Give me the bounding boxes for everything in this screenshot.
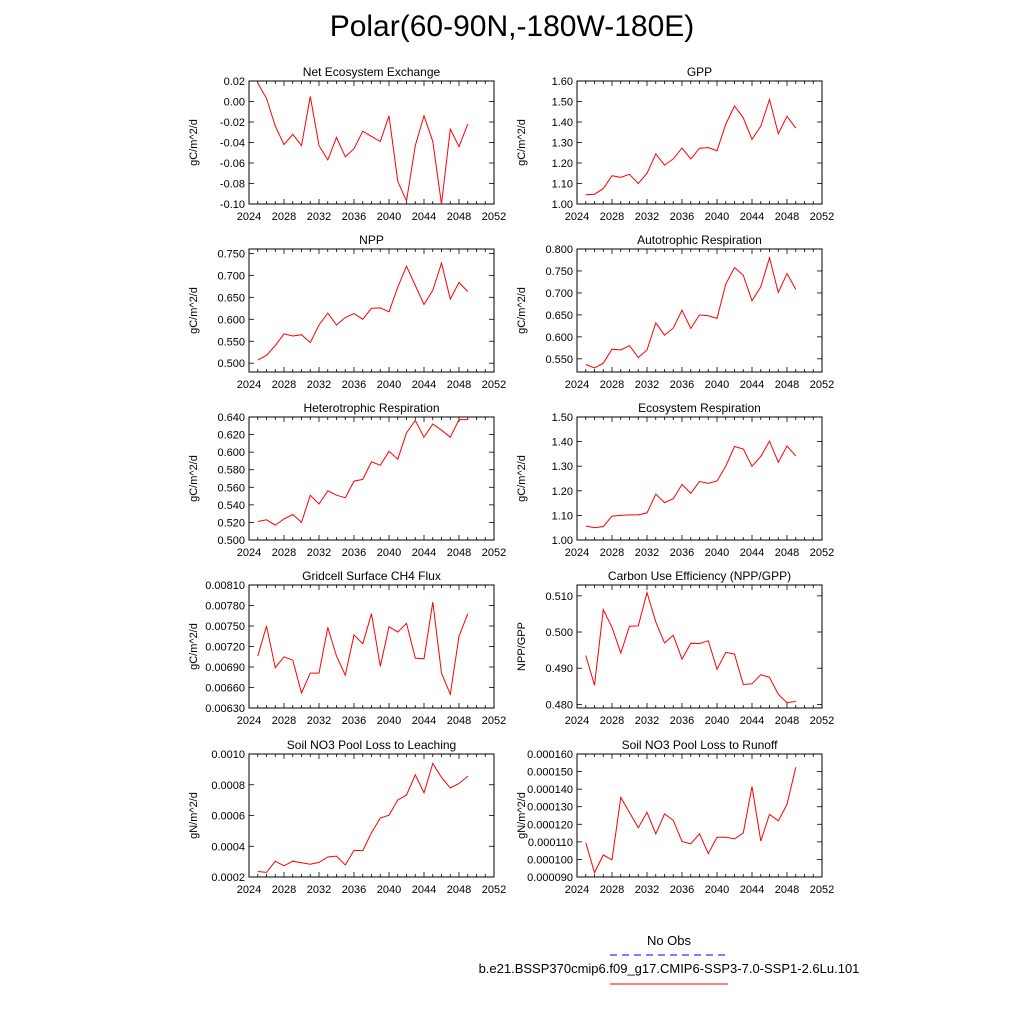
x-tick-label: 2048 (446, 379, 472, 391)
x-tick-label: 2024 (564, 884, 590, 896)
y-tick-label: 0.600 (217, 314, 245, 327)
x-tick-label: 2028 (599, 715, 625, 727)
y-tick-label: 0.000120 (527, 819, 573, 832)
x-tick-label: 2048 (446, 884, 472, 896)
chart-panel (516, 65, 834, 223)
y-tick-label: 0.00 (223, 96, 245, 109)
chart-panel (188, 233, 506, 391)
y-tick-label: 0.500 (217, 535, 245, 547)
x-tick-label: 2032 (306, 547, 332, 559)
y-tick-label: 0.0008 (211, 779, 245, 792)
y-tick-label: 0.00750 (205, 621, 245, 633)
x-tick-label: 2036 (341, 884, 367, 896)
plot-frame (577, 417, 822, 540)
series-line (586, 258, 796, 368)
x-tick-label: 2040 (704, 715, 730, 727)
plot-frame (249, 754, 494, 877)
chart-panel (188, 401, 506, 559)
x-tick-label: 2040 (376, 379, 402, 391)
plot-frame (577, 81, 822, 204)
x-tick-label: 2040 (704, 211, 730, 223)
x-tick-label: 2048 (774, 715, 800, 727)
legend-label-case: b.e21.BSSP370cmip6.f09_g17.CMIP6-SSP3-7.0-SSP1-2.6Lu.101 (478, 961, 860, 976)
y-tick-label: 0.800 (545, 244, 573, 256)
chart-title: Autotrophic Respiration (637, 233, 762, 247)
chart-title: Gridcell Surface CH4 Flux (302, 569, 441, 583)
y-tick-label: 0.480 (545, 699, 573, 712)
legend-label-obs: No Obs (646, 933, 692, 948)
x-tick-label: 2052 (481, 884, 507, 896)
y-tick-label: 0.490 (545, 663, 573, 676)
y-tick-label: 0.00660 (205, 682, 245, 695)
x-tick-label: 2052 (809, 547, 835, 559)
y-tick-label: 1.40 (551, 436, 573, 449)
x-tick-label: 2032 (306, 715, 332, 727)
y-tick-label: 1.60 (551, 76, 573, 88)
y-tick-label: -0.08 (219, 178, 245, 191)
y-tick-label: 1.20 (551, 485, 573, 498)
x-tick-label: 2024 (236, 211, 262, 223)
y-tick-label: 1.10 (551, 510, 573, 523)
x-tick-label: 2028 (271, 884, 297, 896)
x-tick-label: 2028 (271, 547, 297, 559)
y-tick-label: 1.00 (551, 199, 573, 211)
x-tick-label: 2036 (669, 211, 695, 223)
chart-panel (516, 401, 834, 559)
y-tick-label: 1.30 (551, 461, 573, 474)
x-tick-label: 2048 (774, 379, 800, 391)
y-tick-label: 0.000090 (527, 872, 573, 884)
y-tick-label: 0.640 (217, 412, 245, 424)
x-tick-label: 2044 (739, 884, 765, 896)
y-tick-label: 0.550 (545, 353, 573, 366)
x-tick-label: 2032 (634, 547, 660, 559)
x-tick-label: 2036 (341, 715, 367, 727)
x-tick-label: 2044 (739, 547, 765, 559)
x-tick-label: 2028 (271, 211, 297, 223)
x-tick-label: 2032 (634, 379, 660, 391)
y-tick-label: 0.500 (217, 358, 245, 371)
x-tick-label: 2024 (236, 715, 262, 727)
y-tick-label: 0.000100 (527, 854, 573, 867)
y-tick-label: 0.00780 (205, 600, 245, 613)
x-tick-label: 2032 (634, 884, 660, 896)
x-tick-label: 2048 (774, 884, 800, 896)
x-tick-label: 2032 (634, 715, 660, 727)
y-axis-label: gN/m^2/d (516, 792, 528, 839)
y-axis-label: NPP/GPP (516, 622, 528, 671)
y-tick-label: 0.000130 (527, 801, 573, 814)
y-tick-label: -0.10 (219, 199, 245, 211)
x-tick-label: 2040 (704, 884, 730, 896)
x-tick-label: 2052 (809, 379, 835, 391)
x-tick-label: 2048 (446, 715, 472, 727)
x-tick-label: 2044 (411, 211, 437, 223)
y-tick-label: 0.580 (217, 464, 245, 477)
x-tick-label: 2052 (481, 715, 507, 727)
y-tick-label: 1.10 (551, 178, 573, 191)
plot-frame (577, 754, 822, 877)
x-tick-label: 2032 (306, 884, 332, 896)
y-tick-label: 0.000160 (527, 749, 573, 761)
chart-title: NPP (359, 233, 384, 247)
chart-title: Soil NO3 Pool Loss to Leaching (286, 738, 457, 752)
y-tick-label: 0.510 (545, 590, 573, 603)
plot-frame (577, 249, 822, 372)
x-tick-label: 2048 (774, 547, 800, 559)
y-tick-label: 0.0004 (211, 841, 245, 854)
y-tick-label: 0.0010 (211, 749, 245, 761)
y-tick-label: 1.40 (551, 117, 573, 129)
x-tick-label: 2024 (236, 884, 262, 896)
x-tick-label: 2028 (599, 379, 625, 391)
y-tick-label: -0.04 (219, 137, 245, 150)
page-title: Polar(60-90N,-180W-180E) (329, 10, 695, 43)
y-tick-label: 0.00690 (205, 662, 245, 674)
y-tick-label: 0.650 (217, 292, 245, 305)
y-tick-label: 1.30 (551, 137, 573, 150)
series-line (586, 593, 796, 703)
x-tick-label: 2032 (306, 379, 332, 391)
chart-title: Soil NO3 Pool Loss to Runoff (621, 738, 778, 752)
x-tick-label: 2028 (271, 715, 297, 727)
series-line (258, 602, 468, 694)
y-axis-label: gN/m^2/d (188, 792, 200, 839)
chart-title: Heterotrophic Respiration (303, 401, 440, 415)
x-tick-label: 2040 (376, 547, 402, 559)
x-tick-label: 2028 (271, 379, 297, 391)
x-tick-label: 2048 (446, 211, 472, 223)
chart-panel (516, 233, 834, 391)
y-tick-label: 0.750 (217, 248, 245, 261)
x-tick-label: 2052 (809, 211, 835, 223)
x-tick-label: 2044 (411, 379, 437, 391)
plot-frame (249, 249, 494, 372)
x-tick-label: 2036 (341, 379, 367, 391)
x-tick-label: 2052 (481, 547, 507, 559)
y-tick-label: 0.600 (545, 331, 573, 344)
y-tick-label: 0.520 (217, 517, 245, 530)
chart-title: Ecosystem Respiration (638, 401, 761, 415)
chart-panel (188, 738, 506, 896)
y-tick-label: 0.500 (545, 627, 573, 640)
x-tick-label: 2044 (739, 379, 765, 391)
y-tick-label: 0.540 (217, 499, 245, 512)
y-tick-label: 0.750 (545, 265, 573, 278)
x-tick-label: 2028 (599, 884, 625, 896)
x-tick-label: 2052 (481, 379, 507, 391)
series-line (586, 767, 796, 872)
y-tick-label: 0.0006 (211, 810, 245, 823)
plot-frame (577, 585, 822, 708)
x-tick-label: 2040 (704, 547, 730, 559)
y-axis-label: gC/m^2/d (188, 119, 200, 166)
y-tick-label: 0.0002 (211, 872, 245, 884)
y-tick-label: 0.000140 (527, 784, 573, 797)
y-tick-label: 0.00810 (205, 580, 245, 592)
y-tick-label: 0.600 (217, 447, 245, 460)
y-tick-label: 0.550 (217, 336, 245, 349)
x-tick-label: 2044 (411, 547, 437, 559)
x-tick-label: 2036 (669, 884, 695, 896)
x-tick-label: 2036 (341, 211, 367, 223)
x-tick-label: 2048 (774, 211, 800, 223)
x-tick-label: 2044 (739, 715, 765, 727)
x-tick-label: 2044 (411, 884, 437, 896)
y-axis-label: gC/m^2/d (188, 287, 200, 334)
series-line (258, 83, 468, 204)
x-tick-label: 2032 (634, 211, 660, 223)
x-tick-label: 2040 (376, 211, 402, 223)
x-tick-label: 2024 (564, 379, 590, 391)
x-tick-label: 2032 (306, 211, 332, 223)
x-tick-label: 2028 (599, 547, 625, 559)
y-tick-label: 1.50 (551, 96, 573, 109)
chart-title: Carbon Use Efficiency (NPP/GPP) (607, 569, 792, 583)
x-tick-label: 2028 (599, 211, 625, 223)
x-tick-label: 2024 (564, 715, 590, 727)
x-tick-label: 2052 (809, 884, 835, 896)
x-tick-label: 2036 (669, 379, 695, 391)
y-tick-label: 1.00 (551, 535, 573, 547)
x-tick-label: 2048 (446, 547, 472, 559)
plot-frame (249, 417, 494, 540)
y-tick-label: 0.000150 (527, 766, 573, 779)
x-tick-label: 2040 (376, 884, 402, 896)
y-tick-label: 0.000110 (527, 836, 573, 849)
x-tick-label: 2044 (411, 715, 437, 727)
y-axis-label: gC/m^2/d (188, 623, 200, 670)
x-tick-label: 2052 (809, 715, 835, 727)
chart-title: Net Ecosystem Exchange (302, 65, 441, 79)
series-line (586, 441, 796, 528)
series-line (258, 420, 468, 525)
y-tick-label: 0.02 (223, 76, 245, 88)
series-line (258, 263, 468, 360)
y-tick-label: 1.20 (551, 158, 573, 170)
chart-panel (188, 569, 506, 727)
y-tick-label: -0.02 (219, 117, 245, 129)
y-axis-label: gC/m^2/d (516, 287, 528, 334)
chart-panel (516, 569, 834, 727)
y-tick-label: 0.00630 (205, 703, 245, 715)
x-tick-label: 2024 (236, 379, 262, 391)
chart-panel (516, 738, 834, 896)
y-tick-label: 1.50 (551, 412, 573, 424)
x-tick-label: 2024 (236, 547, 262, 559)
x-tick-label: 2036 (341, 547, 367, 559)
x-tick-label: 2040 (376, 715, 402, 727)
x-tick-label: 2044 (739, 211, 765, 223)
y-tick-label: 0.620 (217, 429, 245, 442)
series-line (586, 100, 796, 195)
y-axis-label: gC/m^2/d (516, 119, 528, 166)
x-tick-label: 2036 (669, 547, 695, 559)
y-tick-label: 0.700 (545, 287, 573, 300)
y-tick-label: 0.700 (217, 270, 245, 283)
x-tick-label: 2052 (481, 211, 507, 223)
x-tick-label: 2040 (704, 379, 730, 391)
y-axis-label: gC/m^2/d (516, 455, 528, 502)
x-tick-label: 2024 (564, 211, 590, 223)
x-tick-label: 2024 (564, 547, 590, 559)
y-axis-label: gC/m^2/d (188, 455, 200, 502)
chart-panel (188, 65, 506, 223)
series-line (258, 763, 468, 872)
y-tick-label: 0.00720 (205, 641, 245, 654)
y-tick-label: 0.650 (545, 309, 573, 322)
y-tick-label: 0.560 (217, 482, 245, 495)
chart-title: GPP (686, 65, 713, 79)
x-tick-label: 2036 (669, 715, 695, 727)
y-tick-label: -0.06 (219, 158, 245, 170)
